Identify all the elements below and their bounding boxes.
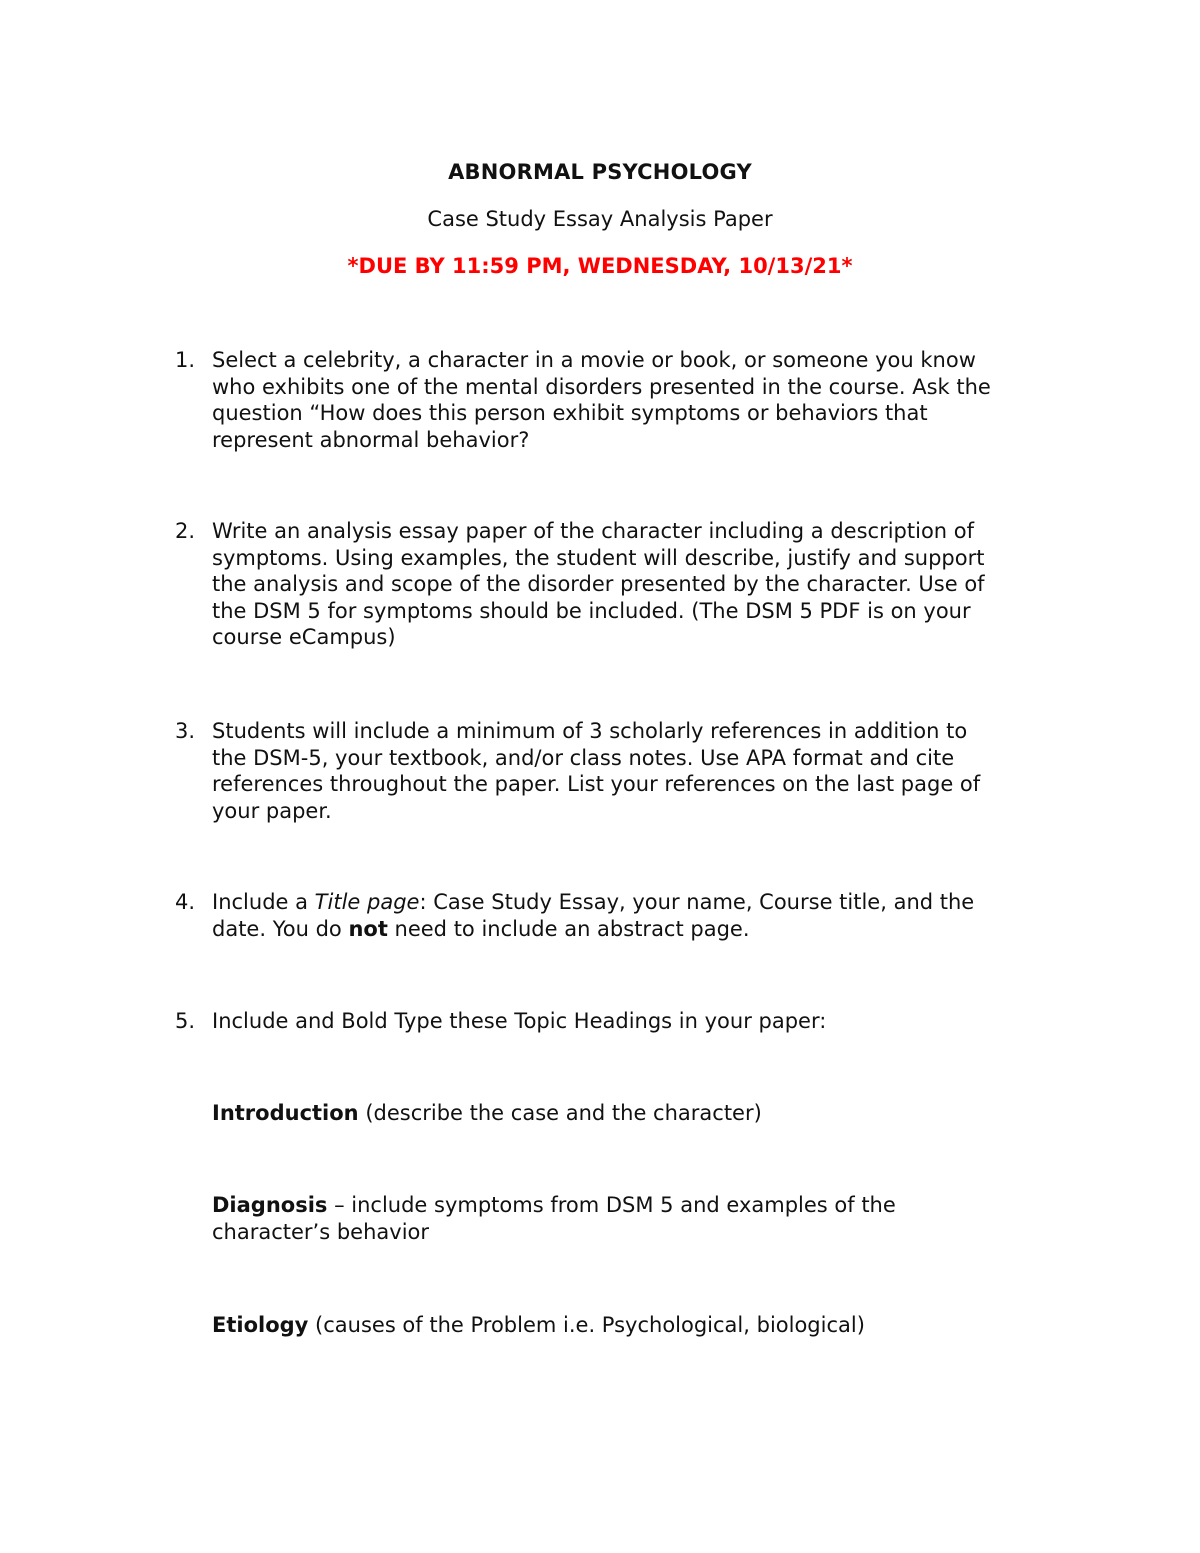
list-item-text — [212, 518, 1072, 651]
text-line: who exhibits one of the mental disorders presented in the course. Ask the — [212, 374, 991, 399]
heading-label: Introduction — [212, 1101, 359, 1125]
list-item-text — [212, 889, 1072, 942]
text-line — [212, 916, 1072, 943]
text-run: date. You do — [212, 916, 349, 941]
text-line: represent abnormal behavior? — [212, 427, 530, 452]
not-emphasis: not — [348, 916, 388, 941]
document-title: ABNORMAL PSYCHOLOGY — [448, 160, 752, 184]
list-item-number: 4. — [175, 890, 196, 914]
title-page-emphasis: Title page — [314, 890, 420, 914]
heading-introduction — [212, 1100, 1062, 1127]
list-item-text — [212, 718, 1072, 824]
list-item-number: 3. — [175, 719, 196, 743]
text-line — [212, 1192, 1062, 1219]
text-line — [212, 1312, 1062, 1339]
text-line: references throughout the paper. List your references on the last page of — [212, 772, 981, 797]
text-line: character’s behavior — [212, 1219, 430, 1244]
text-line: Select a celebrity, a character in a movie or book, or someone you know — [212, 348, 976, 372]
text-line: symptoms. Using examples, the student will describe, justify and support — [212, 545, 985, 570]
text-line: course eCampus) — [212, 625, 396, 650]
heading-description: – include symptoms from DSM 5 and examples of the — [327, 1193, 896, 1217]
text-line: the DSM 5 for symptoms should be included. (The DSM 5 PDF is on your — [212, 598, 971, 623]
text-line: Write an analysis essay paper of the character including a description of — [212, 519, 975, 543]
heading-label: Etiology — [212, 1313, 309, 1337]
text-line: your paper. — [212, 798, 332, 823]
list-item-number: 2. — [175, 519, 196, 543]
text-run: : Case Study Essay, your name, Course title, and the — [419, 890, 975, 914]
text-line — [212, 1100, 1062, 1127]
heading-diagnosis — [212, 1192, 1062, 1245]
list-item-number: 5. — [175, 1009, 196, 1033]
heading-etiology — [212, 1312, 1062, 1339]
text-line: the DSM-5, your textbook, and/or class notes. Use APA format and cite — [212, 745, 955, 770]
heading-description: (causes of the Problem i.e. Psychological, biological) — [308, 1313, 865, 1337]
heading-description: (describe the case and the character) — [358, 1101, 762, 1125]
text-line: Include and Bold Type these Topic Headings in your paper: — [212, 1009, 827, 1033]
list-item-text — [212, 1008, 1072, 1035]
text-run: Include a — [212, 890, 315, 914]
list-item-text — [212, 347, 1072, 453]
text-line: Students will include a minimum of 3 scholarly references in addition to — [212, 719, 968, 743]
list-item-number: 1. — [175, 348, 196, 372]
text-run: need to include an abstract page. — [387, 916, 750, 941]
document-subtitle: Case Study Essay Analysis Paper — [427, 207, 773, 231]
text-line: question “How does this person exhibit symptoms or behaviors that — [212, 401, 928, 426]
heading-label: Diagnosis — [212, 1193, 328, 1217]
due-date-notice: *DUE BY 11:59 PM, WEDNESDAY, 10/13/21* — [347, 254, 853, 278]
text-line: the analysis and scope of the disorder presented by the character. Use of — [212, 572, 985, 597]
text-line — [212, 889, 1072, 916]
